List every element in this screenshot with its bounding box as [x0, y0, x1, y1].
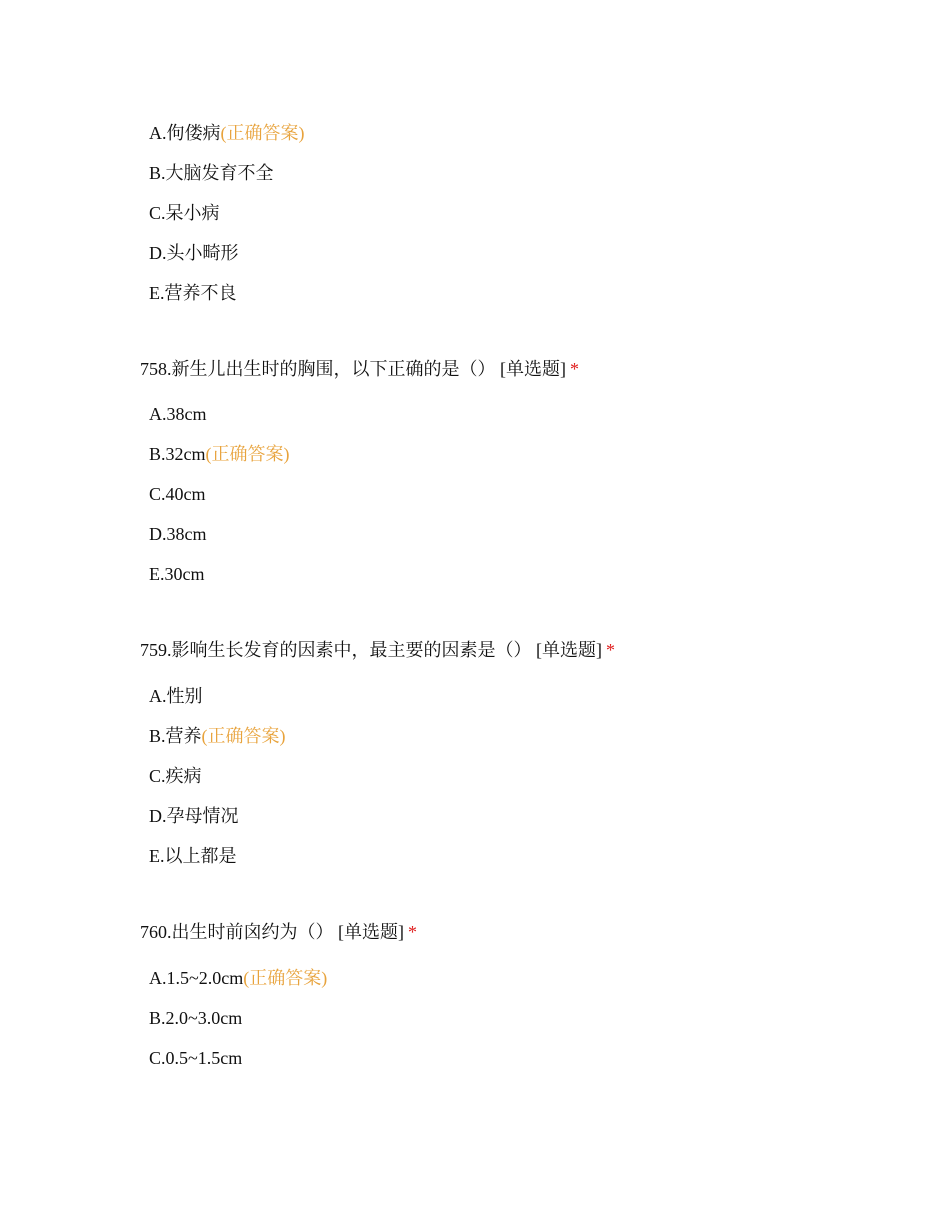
option-label: A.38cm	[149, 404, 207, 424]
option-label: C.40cm	[149, 484, 206, 504]
option-757-b	[149, 161, 274, 185]
option-label: E.以上都是	[149, 846, 237, 866]
option-757-e	[149, 281, 237, 305]
option-label: B.大脑发育不全	[149, 163, 274, 183]
option-label: D.孕母情况	[149, 806, 239, 826]
option-label: E.30cm	[149, 564, 205, 584]
option-label: D.38cm	[149, 524, 207, 544]
option-758-e	[149, 562, 205, 586]
required-marker: *	[570, 359, 579, 379]
option-label: A.性别	[149, 686, 203, 706]
required-marker: *	[606, 640, 615, 660]
option-label: A.佝偻病	[149, 123, 221, 143]
option-759-b	[149, 724, 286, 748]
option-label: C.0.5~1.5cm	[149, 1048, 243, 1068]
question-title-text: 758.新生儿出生时的胸围，以下正确的是（） [单选题]	[140, 359, 566, 379]
option-759-e	[149, 844, 237, 868]
option-760-c	[149, 1046, 242, 1070]
option-label: C.疾病	[149, 766, 202, 786]
question-title-text: 760.出生时前囟约为（） [单选题]	[140, 922, 404, 942]
correct-answer-tag: (正确答案)	[205, 444, 290, 464]
option-758-a	[149, 402, 207, 426]
option-label: B.2.0~3.0cm	[149, 1008, 243, 1028]
option-757-d	[149, 241, 239, 265]
option-759-d	[149, 804, 239, 828]
correct-answer-tag: (正确答案)	[243, 968, 328, 988]
option-757-c	[149, 201, 220, 225]
option-760-a	[149, 966, 327, 990]
option-label: E.营养不良	[149, 283, 237, 303]
option-label: A.1.5~2.0cm	[149, 968, 244, 988]
question-title	[140, 357, 579, 381]
question-title-text: 759.影响生长发育的因素中，最主要的因素是（） [单选题]	[140, 640, 602, 660]
option-760-b	[149, 1006, 242, 1030]
option-758-b	[149, 442, 290, 466]
option-758-c	[149, 482, 206, 506]
correct-answer-tag: (正确答案)	[201, 726, 286, 746]
question-title	[140, 638, 615, 662]
option-759-a	[149, 684, 203, 708]
question-title	[140, 920, 417, 944]
option-759-c	[149, 764, 202, 788]
correct-answer-tag: (正确答案)	[220, 123, 305, 143]
option-label: D.头小畸形	[149, 243, 239, 263]
option-label: B.营养	[149, 726, 202, 746]
option-758-d	[149, 522, 207, 546]
option-label: B.32cm	[149, 444, 206, 464]
option-757-a	[149, 121, 305, 145]
option-label: C.呆小病	[149, 203, 220, 223]
required-marker: *	[408, 922, 417, 942]
